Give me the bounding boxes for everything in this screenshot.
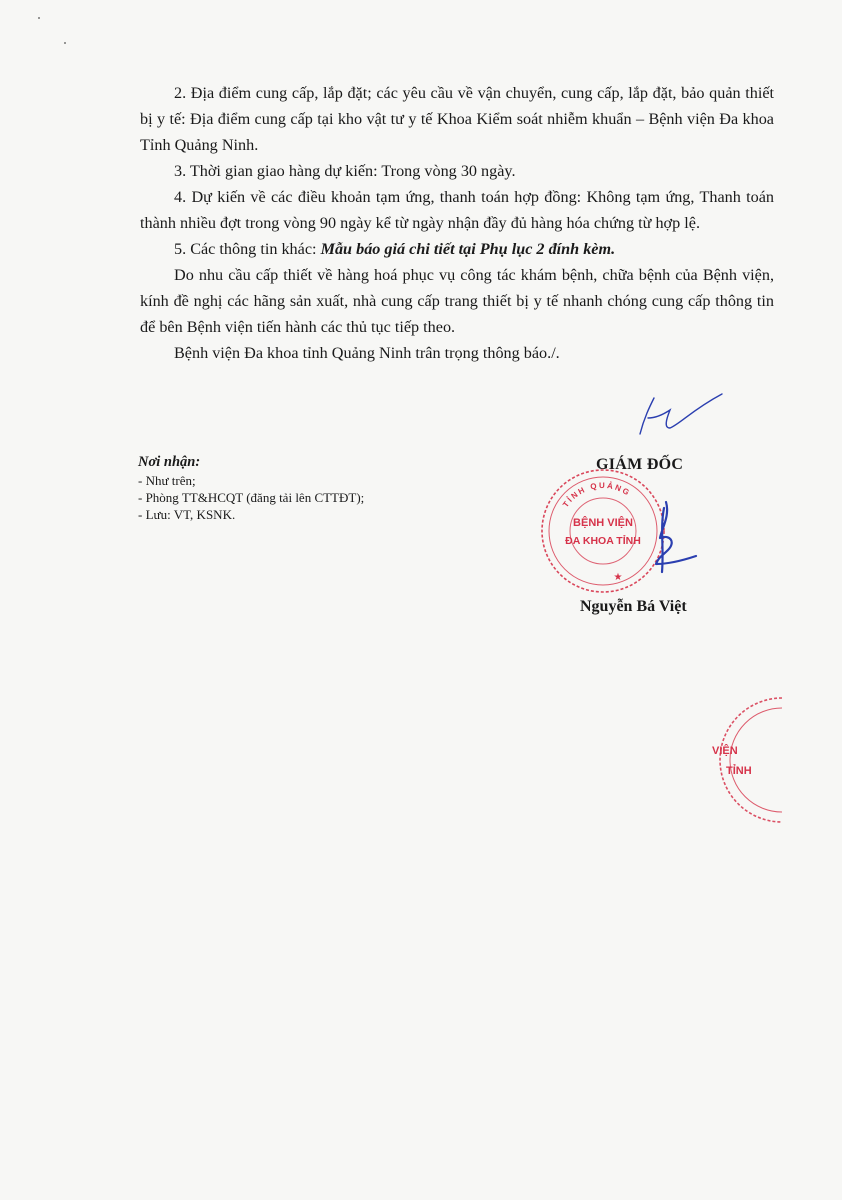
paragraph-delivery-time: 3. Thời gian giao hàng dự kiến: Trong vòng 30 ngày. bbox=[174, 162, 516, 180]
signer-title: GIÁM ĐỐC bbox=[596, 456, 684, 473]
paragraph-delivery-location: 2. Địa điểm cung cấp, lắp đặt; các yêu cầu về vận chuyển, cung cấp, lắp đặt, bảo quản thiết bị y tế: Địa điểm cung cấp tại kho vật tư y tế Khoa Kiểm soát nhiễm khuẩn – Bệnh viện Đa khoa Tỉnh Quảng Ninh. bbox=[140, 84, 774, 154]
paragraph-request: Do nhu cầu cấp thiết về hàng hoá phục vụ công tác khám bệnh, chữa bệnh của Bệnh viện, kính đề nghị các hãng sản xuất, nhà cung cấp trang thiết bị y tế nhanh chóng cung cấp thông tin để bên Bệnh viện tiến hành các thủ tục tiếp theo. bbox=[140, 266, 774, 336]
stamp-line-2: ĐA KHOA TỈNH bbox=[565, 535, 641, 547]
other-info-label: 5. Các thông tin khác: bbox=[174, 240, 321, 258]
recipient-item: - Phòng TT&HCQT (đăng tải lên CTTĐT); bbox=[138, 490, 365, 505]
recipients-list bbox=[138, 472, 468, 523]
scan-speck bbox=[38, 17, 40, 19]
recipients-block bbox=[138, 452, 468, 523]
stamp-line-1: BỆNH VIỆN bbox=[573, 517, 633, 529]
document-body bbox=[140, 80, 774, 366]
director-signature bbox=[640, 498, 700, 584]
recipient-item: - Như trên; bbox=[138, 473, 196, 488]
other-info-emphasis: Mẫu báo giá chi tiết tại Phụ lục 2 đính kèm. bbox=[320, 240, 616, 258]
paragraph-closing: Bệnh viện Đa khoa tỉnh Quảng Ninh trân trọng thông báo./. bbox=[174, 344, 560, 362]
scan-speck bbox=[64, 42, 66, 44]
recipient-item: - Lưu: VT, KSNK. bbox=[138, 507, 236, 522]
recipients-heading: Nơi nhận: bbox=[138, 454, 201, 470]
stamp-ring-text: TỈNH QUẢNG bbox=[560, 480, 633, 510]
seam-stamp-line-1: VIỆN bbox=[712, 745, 738, 757]
signer-name: Nguyễn Bá Việt bbox=[580, 598, 687, 615]
svg-text:★: ★ bbox=[613, 572, 623, 583]
page-seam-stamp bbox=[692, 692, 782, 828]
paragraph-payment-terms: 4. Dự kiến về các điều khoản tạm ứng, thanh toán hợp đồng: Không tạm ứng, Thanh toán thành nhiều đợt trong vòng 90 ngày kể từ ngày nhận đầy đủ hàng hóa chứng từ hợp lệ. bbox=[140, 188, 774, 232]
paragraph-other-info bbox=[140, 236, 774, 262]
initial-signature bbox=[630, 388, 726, 440]
seam-stamp-line-2: TỈNH bbox=[726, 765, 752, 777]
